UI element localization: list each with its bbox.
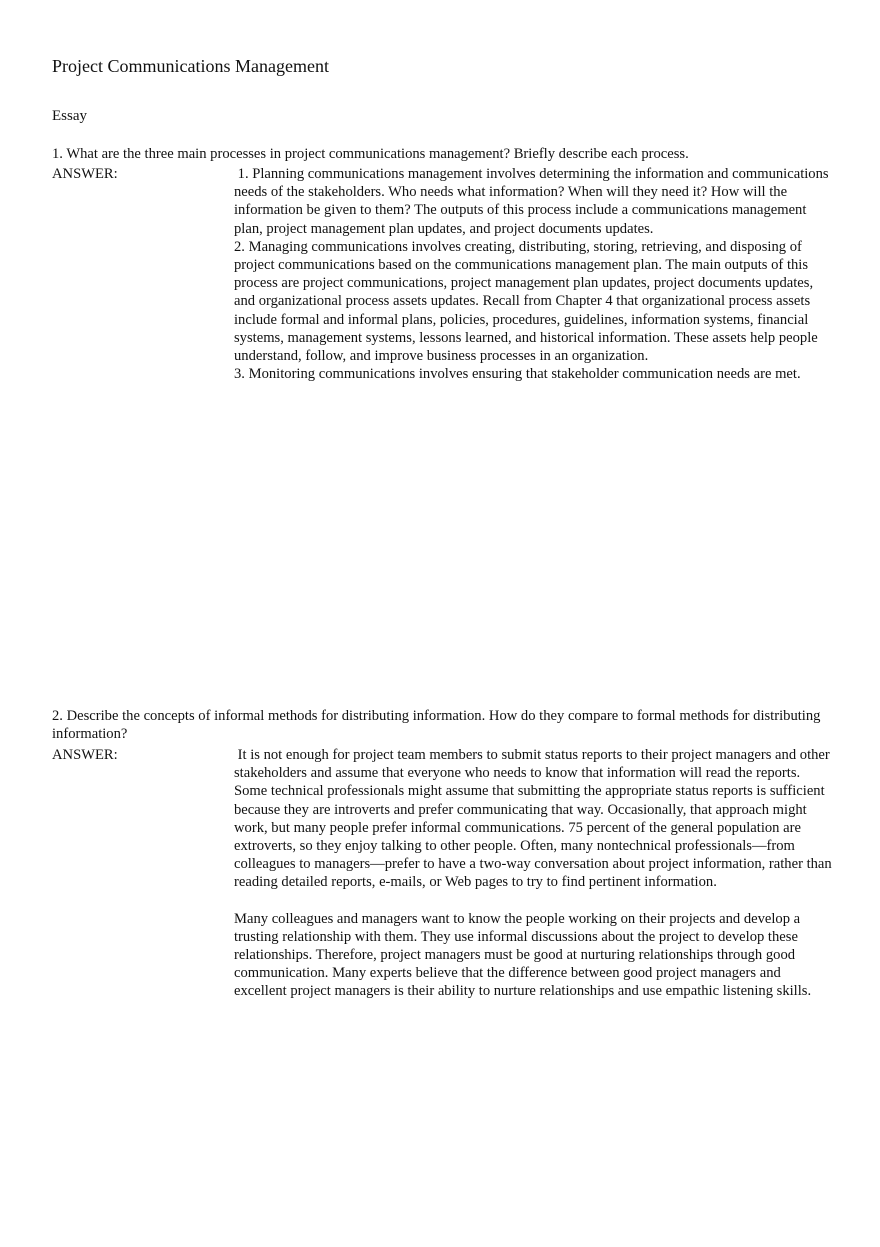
question-2-answer (234, 746, 834, 1001)
answer-paragraph: It is not enough for project team members to submit status reports to their project managers and other stakeholders and assume that everyone who needs to know that information will read the reports. Some technical professionals might assume that submitting the appropriate status reports is sufficient because they are introverts and prefer communicating that way. Occasionally, that approach might work, but many people prefer informal communications. 75 percent of the general population are extroverts, so they enjoy talking to other people. Often, many nontechnical professionals—from colleagues to managers—prefer to have a two-way conversation about project information, rather than reading detailed reports, e-mails, or Web pages to try to find pertinent information. (234, 747, 832, 891)
section-heading: Essay (52, 108, 87, 124)
question-1-answer-label: ANSWER: (52, 166, 118, 182)
question-1-answer (234, 165, 834, 383)
question-1-prompt: 1. What are the three main processes in project communications management? Briefly describe each process. (52, 146, 689, 162)
page-title: Project Communications Management (52, 56, 329, 76)
question-2-prompt: 2. Describe the concepts of informal methods for distributing information. How do they compare to formal methods for distributing information? (52, 708, 821, 742)
answer-paragraph: 1. Planning communications management involves determining the information and communications needs of the stakeholders. Who needs what information? When will they need it? How will the information be given to them? The outputs of this process include a communications management plan, project management plan updates, and project documents updates. (234, 166, 829, 237)
answer-paragraph: 3. Monitoring communications involves ensuring that stakeholder communication needs are met. (234, 366, 801, 383)
answer-paragraph: Many colleagues and managers want to know the people working on their projects and develop a trusting relationship with them. They use informal discussions about the project to develop these relationships. Therefore, project managers must be good at nurturing relationships through good communication. Many experts believe that the difference between good project managers and excellent project managers is their ability to nurture relationships and use empathic listening skills. (234, 910, 812, 1000)
question-2-answer-label: ANSWER: (52, 747, 118, 763)
answer-paragraph: 2. Managing communications involves creating, distributing, storing, retrieving, and disposing of project communications based on the communications management plan. The main outputs of this process are project communications, project management plan updates, project documents updates, and organizational process assets updates. Recall from Chapter 4 that organizational process assets include formal and informal plans, policies, procedures, guidelines, information systems, financial systems, management systems, lessons learned, and historical information. These assets help people understand, follow, and improve business processes in an organization. (234, 238, 818, 365)
